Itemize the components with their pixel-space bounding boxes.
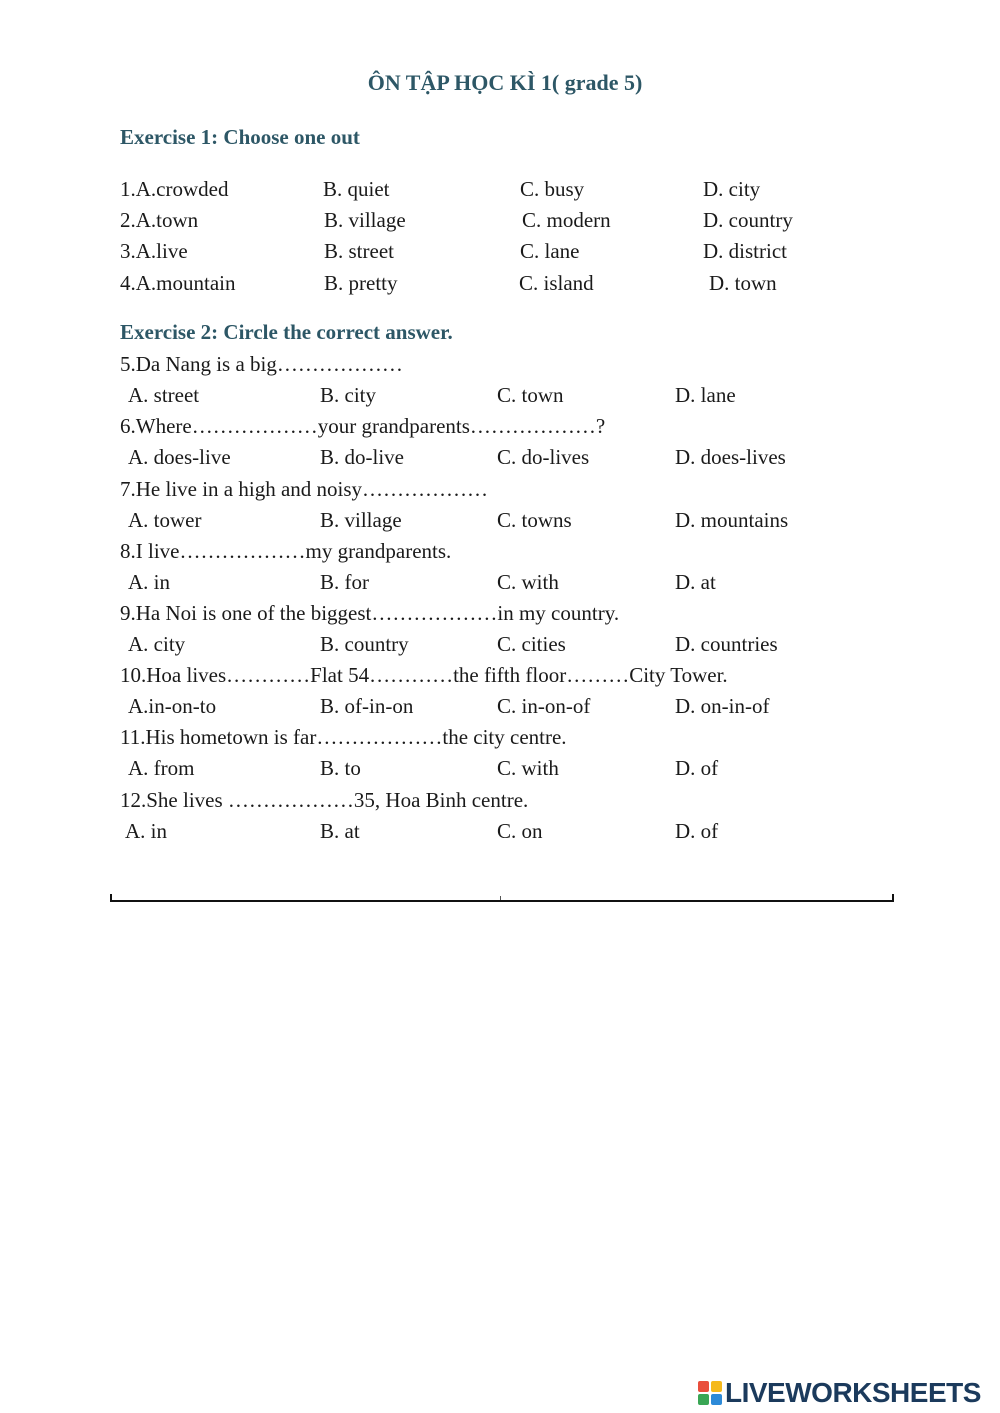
option-a[interactable]: A. in (125, 819, 167, 843)
option-d[interactable]: D. lane (675, 383, 736, 407)
question-9-options (0, 630, 1000, 658)
option-b[interactable]: B. street (324, 239, 394, 263)
option-b[interactable]: B. of-in-on (320, 694, 414, 718)
option-b[interactable]: B. to (320, 756, 361, 780)
question-10-options (0, 692, 1000, 720)
question-8-options (0, 568, 1000, 596)
option-a[interactable]: A. does-live (128, 445, 231, 469)
liveworksheets-logo-icon (698, 1381, 722, 1405)
option-a[interactable]: A.in-on-to (128, 694, 217, 718)
page-title: ÔN TẬP HỌC KÌ 1( grade 5) (367, 70, 643, 95)
question-12: 12.She lives ………………35, Hoa Binh centre. (120, 788, 529, 812)
question-11-options (0, 754, 1000, 782)
logo-square-1 (698, 1381, 709, 1392)
option-c[interactable]: C. town (497, 383, 564, 407)
question-11: 11.His hometown is far………………the city centre. (120, 725, 567, 749)
exercise-1-row-2 (0, 206, 1000, 234)
question-5-options (0, 381, 1000, 409)
question-12-options (0, 817, 1000, 845)
option-d[interactable]: D. city (703, 177, 761, 201)
liveworksheets-brand (698, 1378, 981, 1408)
option-c[interactable]: C. island (519, 271, 594, 295)
option-c[interactable]: C. cities (497, 632, 566, 656)
brand-text: LIVEWORKSHEETS (725, 1377, 981, 1408)
option-d[interactable]: D. countries (675, 632, 778, 656)
option-a[interactable]: A. city (128, 632, 186, 656)
option-a[interactable]: 2.A.town (120, 208, 199, 232)
option-a[interactable]: 4.A.mountain (120, 271, 236, 295)
logo-square-2 (711, 1381, 722, 1392)
question-8: 8.I live………………my grandparents. (120, 539, 452, 563)
logo-square-4 (711, 1394, 722, 1405)
logo-square-3 (698, 1394, 709, 1405)
option-b[interactable]: B. at (320, 819, 360, 843)
option-d[interactable]: D. does-lives (675, 445, 786, 469)
option-c[interactable]: C. modern (522, 208, 611, 232)
option-a[interactable]: A. tower (128, 508, 202, 532)
option-b[interactable]: B. quiet (323, 177, 390, 201)
option-b[interactable]: B. country (320, 632, 409, 656)
exercise-1-row-1 (0, 175, 1000, 203)
option-a[interactable]: A. in (128, 570, 170, 594)
option-c[interactable]: C. in-on-of (497, 694, 591, 718)
question-10: 10.Hoa lives…………Flat 54…………the fifth floor………City Tower. (120, 663, 728, 687)
option-a[interactable]: 1.A.crowded (120, 177, 229, 201)
option-b[interactable]: B. do-live (320, 445, 404, 469)
option-b[interactable]: B. pretty (324, 271, 398, 295)
option-a[interactable]: A. from (128, 756, 195, 780)
option-b[interactable]: B. village (320, 508, 402, 532)
exercise-1-row-3 (0, 237, 1000, 265)
option-d[interactable]: D. at (675, 570, 716, 594)
option-d[interactable]: D. mountains (675, 508, 789, 532)
question-6: 6.Where………………your grandparents………………? (120, 414, 606, 438)
exercise-1-heading: Exercise 1: Choose one out (120, 125, 360, 149)
option-c[interactable]: C. on (497, 819, 543, 843)
option-d[interactable]: D. country (703, 208, 793, 232)
question-7-options (0, 506, 1000, 534)
option-a[interactable]: A. street (128, 383, 200, 407)
option-c[interactable]: C. towns (497, 508, 572, 532)
option-d[interactable]: D. district (703, 239, 787, 263)
bottom-divider (110, 900, 894, 902)
option-c[interactable]: C. with (497, 570, 559, 594)
question-5: 5.Da Nang is a big……………… (120, 352, 403, 376)
question-6-options (0, 443, 1000, 471)
option-d[interactable]: D. on-in-of (675, 694, 770, 718)
option-d[interactable]: D. town (709, 271, 777, 295)
exercise-2-heading: Exercise 2: Circle the correct answer. (120, 320, 453, 344)
option-c[interactable]: C. lane (520, 239, 580, 263)
option-c[interactable]: C. with (497, 756, 559, 780)
option-d[interactable]: D. of (675, 819, 719, 843)
option-b[interactable]: B. city (320, 383, 376, 407)
option-c[interactable]: C. do-lives (497, 445, 590, 469)
question-9: 9.Ha Noi is one of the biggest………………in my country. (120, 601, 620, 625)
option-c[interactable]: C. busy (520, 177, 585, 201)
option-d[interactable]: D. of (675, 756, 719, 780)
option-b[interactable]: B. for (320, 570, 369, 594)
question-7: 7.He live in a high and noisy……………… (120, 477, 489, 501)
exercise-1-row-4 (0, 269, 1000, 297)
option-b[interactable]: B. village (324, 208, 406, 232)
option-a[interactable]: 3.A.live (120, 239, 188, 263)
